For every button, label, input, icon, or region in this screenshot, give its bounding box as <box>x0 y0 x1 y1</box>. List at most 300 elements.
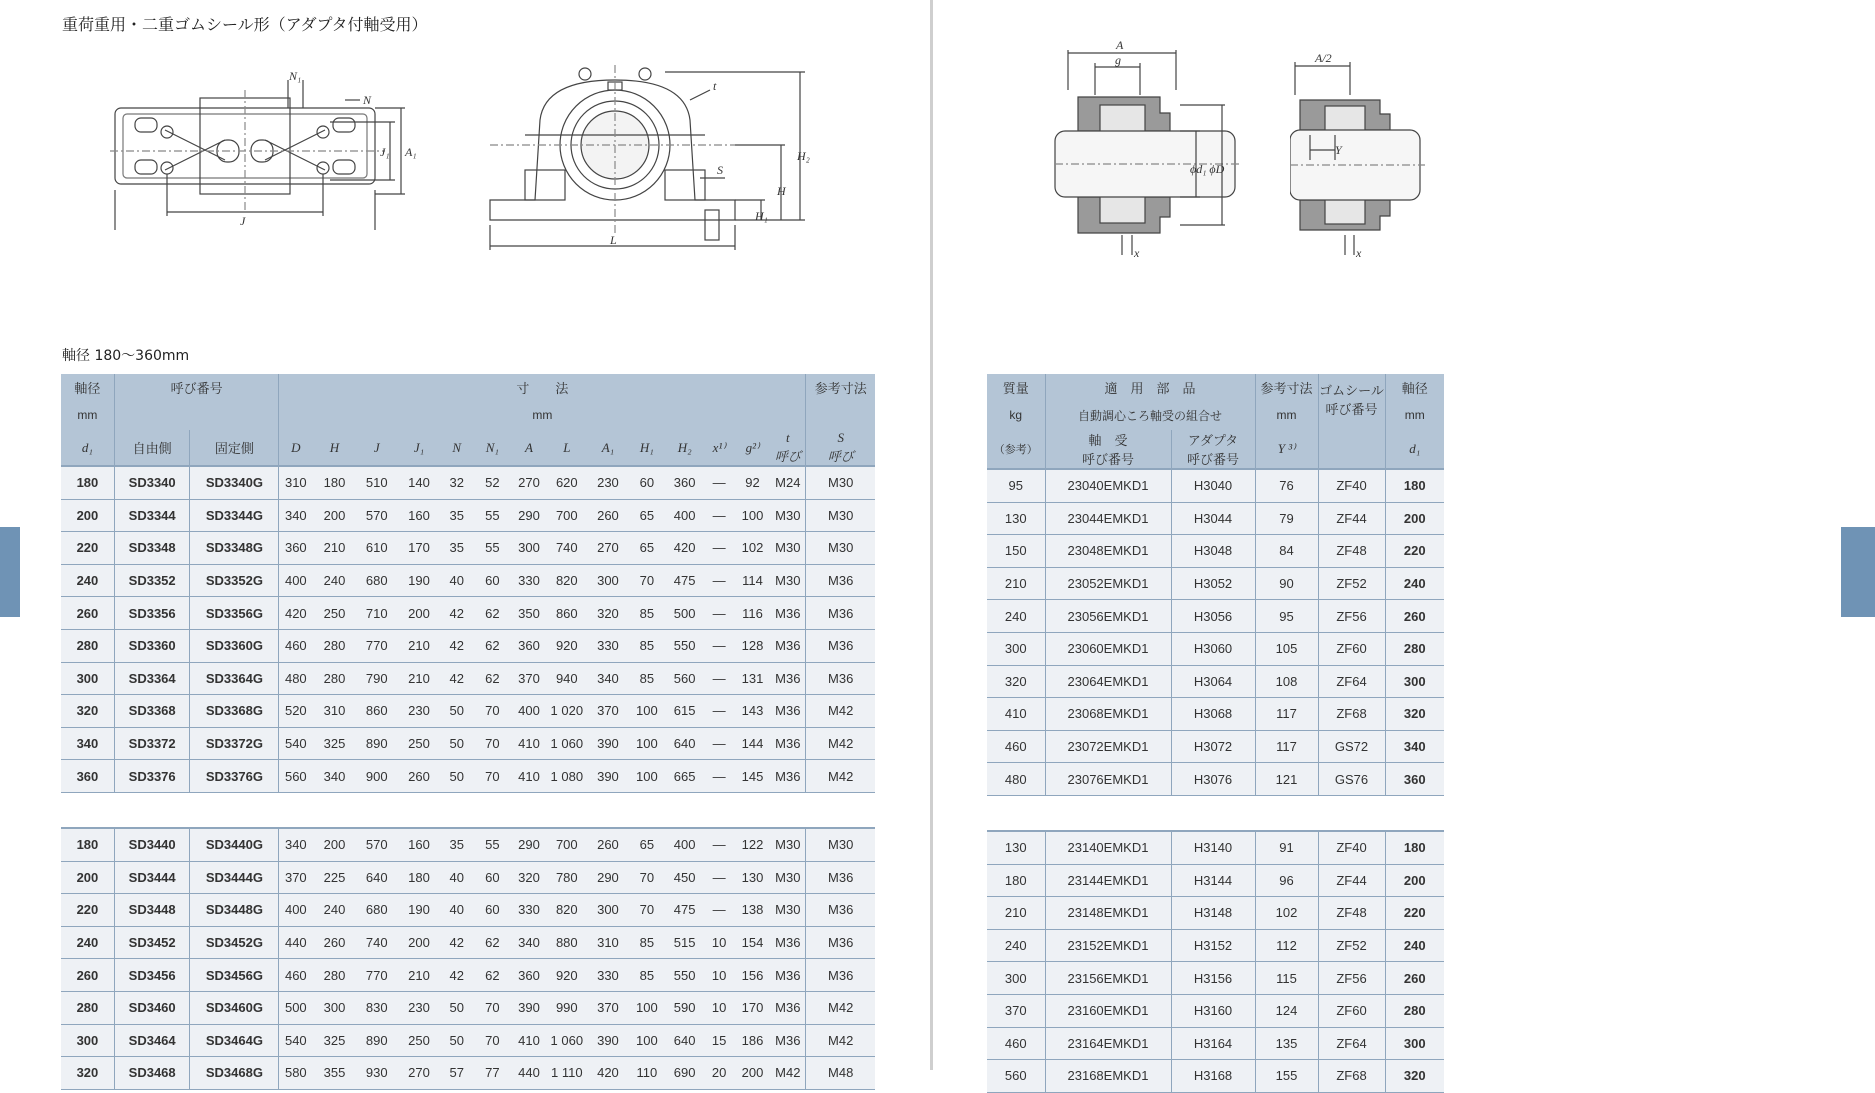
table-cell: 160 <box>397 828 441 861</box>
table-cell: 110 <box>628 1057 666 1090</box>
table-cell: 500 <box>279 991 312 1024</box>
col-free-side: 自由側 <box>114 430 190 466</box>
table-cell: 300 <box>61 1024 114 1057</box>
table-cell: 340 <box>61 727 114 760</box>
page-gutter <box>930 0 933 1070</box>
table-cell: SD3340G <box>190 466 279 499</box>
table-cell: 325 <box>312 1024 356 1057</box>
table-cell: 640 <box>357 861 397 894</box>
label-a-half: A/2 <box>1315 51 1332 65</box>
table-cell: 70 <box>472 760 512 793</box>
table-cell: 79 <box>1255 502 1318 535</box>
table-cell: H3048 <box>1171 535 1255 568</box>
table-cell: 340 <box>312 760 356 793</box>
table-cell: 520 <box>279 695 312 728</box>
table-cell: 220 <box>61 894 114 927</box>
table-cell: 121 <box>1255 763 1318 796</box>
table-cell: M30 <box>806 466 875 499</box>
table-cell: 340 <box>588 662 628 695</box>
table-cell: — <box>704 597 735 630</box>
table-cell: SD3460G <box>190 991 279 1024</box>
table-cell: 210 <box>397 629 441 662</box>
table-cell: 450 <box>666 861 704 894</box>
table-cell: H3060 <box>1171 632 1255 665</box>
table-cell: M42 <box>806 1024 875 1057</box>
table-cell: 360 <box>61 760 114 793</box>
table-cell: 138 <box>735 894 771 927</box>
table-cell: SD3376G <box>190 760 279 793</box>
table-cell: M36 <box>770 760 806 793</box>
table-cell: 220 <box>1385 897 1444 930</box>
table-cell: 10 <box>704 991 735 1024</box>
table-row <box>987 994 1444 1027</box>
table-cell: 280 <box>312 629 356 662</box>
table-cell: 180 <box>987 864 1045 897</box>
table-cell: 240 <box>1385 567 1444 600</box>
table-cell: 290 <box>588 861 628 894</box>
label-d1-d: ϕd₁ ϕD <box>1190 162 1225 176</box>
table-cell: M42 <box>806 991 875 1024</box>
table-cell: 130 <box>987 831 1045 864</box>
table-cell: 390 <box>588 727 628 760</box>
table-cell: 42 <box>441 926 472 959</box>
table-cell: 92 <box>735 466 771 499</box>
table-cell: SD3360 <box>114 629 190 662</box>
table-cell: M36 <box>806 629 875 662</box>
table-cell: 340 <box>1385 730 1444 763</box>
table-cell: 57 <box>441 1057 472 1090</box>
table-cell: M30 <box>770 499 806 532</box>
table-cell: 117 <box>1255 698 1318 731</box>
table-cell: 640 <box>666 1024 704 1057</box>
table-cell: 225 <box>312 861 356 894</box>
table-cell: 940 <box>546 662 588 695</box>
table-row <box>61 991 875 1024</box>
table-cell: 70 <box>472 695 512 728</box>
table-cell: 65 <box>628 499 666 532</box>
dimensions-table <box>61 374 875 1090</box>
table-cell: SD3464 <box>114 1024 190 1057</box>
table-cell: 210 <box>312 532 356 565</box>
table-cell: 550 <box>666 629 704 662</box>
table-row <box>61 959 875 992</box>
table-cell: 300 <box>61 662 114 695</box>
col-group-parts: 適 用 部 品 <box>1045 374 1255 400</box>
table-cell: 100 <box>628 760 666 793</box>
front-view-drawing <box>485 60 830 260</box>
table-cell: ZF48 <box>1318 535 1385 568</box>
table-cell: H3164 <box>1171 1027 1255 1060</box>
table-cell: 62 <box>472 662 512 695</box>
table-cell: 360 <box>1385 763 1444 796</box>
label-a1: A₁ <box>405 145 417 159</box>
bearing-combination: 自動調心ころ軸受の組合せ <box>1045 400 1255 430</box>
col-rubber-seal: ゴムシール 呼び番号 <box>1318 374 1385 430</box>
half-section-drawing <box>1290 50 1430 270</box>
col-A1: A₁ <box>588 430 628 466</box>
table-cell: 620 <box>546 466 588 499</box>
label-j: J <box>240 214 246 228</box>
table-cell: 350 <box>512 597 545 630</box>
table-cell: 70 <box>628 564 666 597</box>
table-cell: 105 <box>1255 632 1318 665</box>
table-cell: 320 <box>61 695 114 728</box>
table-cell: SD3440 <box>114 828 190 861</box>
table-cell: SD3372G <box>190 727 279 760</box>
table-cell: 370 <box>279 861 312 894</box>
table-cell: 230 <box>397 695 441 728</box>
table-cell: — <box>704 499 735 532</box>
table-cell: 560 <box>666 662 704 695</box>
table-cell: M30 <box>770 828 806 861</box>
table-cell: H3152 <box>1171 929 1255 962</box>
table-cell: 117 <box>1255 730 1318 763</box>
table-cell: M36 <box>770 597 806 630</box>
table-cell: 330 <box>512 894 545 927</box>
table-cell: 900 <box>357 760 397 793</box>
table-cell: 23064EMKD1 <box>1045 665 1171 698</box>
col-g: g²⁾ <box>735 430 771 466</box>
table-cell: 590 <box>666 991 704 1024</box>
table-cell: 40 <box>441 894 472 927</box>
table-cell: 23056EMKD1 <box>1045 600 1171 633</box>
table-cell: ZF56 <box>1318 600 1385 633</box>
col-adapter: アダプタ 呼び番号 <box>1171 430 1255 469</box>
table-cell: 144 <box>735 727 771 760</box>
table-cell: 108 <box>1255 665 1318 698</box>
table-cell: M36 <box>770 991 806 1024</box>
table-cell: 260 <box>588 828 628 861</box>
table-cell: 400 <box>666 828 704 861</box>
table-cell: M36 <box>806 926 875 959</box>
table-cell: 340 <box>279 499 312 532</box>
table-cell: SD3360G <box>190 629 279 662</box>
table-row <box>987 567 1444 600</box>
table-cell: 320 <box>987 665 1045 698</box>
top-view-drawing <box>105 70 455 240</box>
table-cell: 410 <box>512 1024 545 1057</box>
table-cell: H3144 <box>1171 864 1255 897</box>
table-cell: 85 <box>628 597 666 630</box>
label-s: S <box>717 163 723 177</box>
table-cell: 360 <box>512 629 545 662</box>
table-cell: 23060EMKD1 <box>1045 632 1171 665</box>
table-cell: 390 <box>588 1024 628 1057</box>
table-cell: 340 <box>512 926 545 959</box>
table-cell: M36 <box>806 959 875 992</box>
table-cell: 250 <box>397 727 441 760</box>
table-cell: 480 <box>279 662 312 695</box>
table-cell: 116 <box>735 597 771 630</box>
table-cell: 440 <box>512 1057 545 1090</box>
table-cell: 76 <box>1255 469 1318 502</box>
right-page-tab <box>1841 527 1875 617</box>
table-cell: 50 <box>441 760 472 793</box>
table-cell: 540 <box>279 727 312 760</box>
table-cell: SD3356 <box>114 597 190 630</box>
table-cell: M42 <box>806 760 875 793</box>
table-cell: 52 <box>472 466 512 499</box>
table-cell: 570 <box>357 499 397 532</box>
table-cell: 400 <box>279 894 312 927</box>
table-cell: 250 <box>312 597 356 630</box>
table-cell: 270 <box>512 466 545 499</box>
table-cell: 240 <box>61 926 114 959</box>
table-row <box>61 1057 875 1090</box>
table-cell: 740 <box>546 532 588 565</box>
table-cell: 240 <box>987 600 1045 633</box>
col-ref-dim: 参考寸法 <box>1255 374 1318 400</box>
table-cell: 60 <box>472 564 512 597</box>
table-cell: 400 <box>666 499 704 532</box>
table-cell: H3168 <box>1171 1060 1255 1093</box>
table-cell: 180 <box>1385 831 1444 864</box>
table-cell: 60 <box>472 861 512 894</box>
table-row <box>987 1027 1444 1060</box>
table-cell: M36 <box>770 662 806 695</box>
table-cell: 65 <box>628 828 666 861</box>
table-cell: 360 <box>279 532 312 565</box>
table-cell: M36 <box>770 926 806 959</box>
table-row <box>987 1060 1444 1093</box>
table-cell: 420 <box>279 597 312 630</box>
table-cell: 270 <box>588 532 628 565</box>
table-cell: H3160 <box>1171 994 1255 1027</box>
table-cell: 55 <box>472 828 512 861</box>
table-cell: 260 <box>312 926 356 959</box>
table-cell: 230 <box>397 991 441 1024</box>
table-cell: 23140EMKD1 <box>1045 831 1171 864</box>
table-cell: 355 <box>312 1057 356 1090</box>
table-cell: 100 <box>628 727 666 760</box>
table-cell: 210 <box>987 897 1045 930</box>
col-L: L <box>546 430 588 466</box>
table-cell: SD3376 <box>114 760 190 793</box>
table-cell: 300 <box>588 564 628 597</box>
table-cell: 77 <box>472 1057 512 1090</box>
table-cell: 680 <box>357 564 397 597</box>
table-cell: SD3444G <box>190 861 279 894</box>
table-cell: 70 <box>628 894 666 927</box>
table-cell: 40 <box>441 861 472 894</box>
table-cell: 145 <box>735 760 771 793</box>
table-cell: M36 <box>770 1024 806 1057</box>
table-cell: 70 <box>472 1024 512 1057</box>
table-cell: 23040EMKD1 <box>1045 469 1171 502</box>
table-row <box>987 632 1444 665</box>
table-cell: 23160EMKD1 <box>1045 994 1171 1027</box>
table-cell: 1 110 <box>546 1057 588 1090</box>
table-cell: 320 <box>1385 698 1444 731</box>
label-g: g <box>1115 53 1121 67</box>
table-cell: SD3468G <box>190 1057 279 1090</box>
table-cell: — <box>704 727 735 760</box>
table-cell: 300 <box>1385 665 1444 698</box>
table-cell: 50 <box>441 991 472 1024</box>
table-cell: 370 <box>588 695 628 728</box>
table-cell: 690 <box>666 1057 704 1090</box>
table-cell: 390 <box>588 760 628 793</box>
table-cell: 35 <box>441 532 472 565</box>
table-cell: 240 <box>61 564 114 597</box>
unit-mm-dims: mm <box>279 400 806 430</box>
col-x: x¹⁾ <box>704 430 735 466</box>
table-cell: 85 <box>628 926 666 959</box>
table-cell: 270 <box>397 1057 441 1090</box>
table-cell: 410 <box>987 698 1045 731</box>
table-row <box>61 695 875 728</box>
table-cell: SD3368 <box>114 695 190 728</box>
table-cell: 330 <box>588 959 628 992</box>
table-cell: 140 <box>397 466 441 499</box>
table-cell: 62 <box>472 597 512 630</box>
table-row <box>987 864 1444 897</box>
table-cell: 510 <box>357 466 397 499</box>
table-cell: H3148 <box>1171 897 1255 930</box>
table-cell: M30 <box>770 861 806 894</box>
table-cell: 260 <box>1385 962 1444 995</box>
table-cell: 170 <box>735 991 771 1024</box>
table-cell: 100 <box>735 499 771 532</box>
table-row <box>987 535 1444 568</box>
table-cell: ZF68 <box>1318 698 1385 731</box>
table-cell: 780 <box>546 861 588 894</box>
label-t: t <box>713 79 717 93</box>
table-cell: 570 <box>357 828 397 861</box>
table-cell: 42 <box>441 597 472 630</box>
table-cell: 85 <box>628 959 666 992</box>
table-cell: 70 <box>472 727 512 760</box>
table-cell: 550 <box>666 959 704 992</box>
table-cell: 400 <box>279 564 312 597</box>
table-cell: SD3444 <box>114 861 190 894</box>
table-cell: SD3344 <box>114 499 190 532</box>
table-row <box>987 665 1444 698</box>
table-cell: 135 <box>1255 1027 1318 1060</box>
table-cell: M36 <box>806 597 875 630</box>
table-cell: 880 <box>546 926 588 959</box>
col-d1-right: d₁ <box>1385 430 1444 469</box>
table-row <box>61 564 875 597</box>
table-cell: 15 <box>704 1024 735 1057</box>
table-cell: 260 <box>588 499 628 532</box>
table-cell: 370 <box>588 991 628 1024</box>
table-cell: 200 <box>312 499 356 532</box>
table-cell: 200 <box>61 861 114 894</box>
label-n: N <box>363 93 372 107</box>
col-group-dimensions: 寸 法 <box>279 374 806 400</box>
table-cell: GS72 <box>1318 730 1385 763</box>
table-cell: 680 <box>357 894 397 927</box>
table-cell: 770 <box>357 629 397 662</box>
table-cell: 280 <box>1385 632 1444 665</box>
table-cell: 23068EMKD1 <box>1045 698 1171 731</box>
table-gap <box>61 792 875 828</box>
table-cell: — <box>704 828 735 861</box>
table-cell: SD3340 <box>114 466 190 499</box>
table-cell: 300 <box>512 532 545 565</box>
table-cell: 300 <box>987 962 1045 995</box>
table-cell: 42 <box>441 959 472 992</box>
table-cell: 170 <box>397 532 441 565</box>
table-cell: M36 <box>770 959 806 992</box>
table-cell: 1 060 <box>546 1024 588 1057</box>
table-cell: 330 <box>512 564 545 597</box>
table-cell: M36 <box>806 861 875 894</box>
col-t: t 呼び <box>770 430 806 466</box>
table-cell: 95 <box>1255 600 1318 633</box>
table-cell: 460 <box>279 629 312 662</box>
table-cell: 700 <box>546 499 588 532</box>
table-cell: ZF40 <box>1318 469 1385 502</box>
table-cell: 23044EMKD1 <box>1045 502 1171 535</box>
table-cell: 84 <box>1255 535 1318 568</box>
table-cell: SD3452G <box>190 926 279 959</box>
table-cell: M30 <box>770 532 806 565</box>
table-cell: 240 <box>1385 929 1444 962</box>
table-cell: 210 <box>987 567 1045 600</box>
table-cell: SD3440G <box>190 828 279 861</box>
table-cell: 280 <box>61 991 114 1024</box>
table-cell: M30 <box>770 564 806 597</box>
table-cell: 820 <box>546 894 588 927</box>
table-cell: — <box>704 894 735 927</box>
col-A: A <box>512 430 545 466</box>
table-cell: 180 <box>61 828 114 861</box>
table-cell: 260 <box>61 597 114 630</box>
label-x: x <box>1134 246 1140 260</box>
label-x-half: x <box>1356 246 1362 260</box>
table-cell: 860 <box>546 597 588 630</box>
table-cell: H3156 <box>1171 962 1255 995</box>
table-cell: — <box>704 466 735 499</box>
col-N: N <box>441 430 472 466</box>
table-cell: SD3456 <box>114 959 190 992</box>
table-cell: 260 <box>1385 600 1444 633</box>
table-row <box>987 831 1444 864</box>
table-cell: 310 <box>312 695 356 728</box>
table-cell: 100 <box>628 1024 666 1057</box>
table-cell: 70 <box>472 991 512 1024</box>
col-J: J <box>357 430 397 466</box>
table-cell: 128 <box>735 629 771 662</box>
table-cell: 260 <box>61 959 114 992</box>
label-j1: J₁ <box>380 145 390 159</box>
table-cell: 124 <box>1255 994 1318 1027</box>
col-S: S 呼び <box>806 430 875 466</box>
col-H2: H₂ <box>666 430 704 466</box>
table-cell: M30 <box>806 499 875 532</box>
table-cell: 300 <box>588 894 628 927</box>
table-cell: 200 <box>735 1057 771 1090</box>
table-cell: SD3352 <box>114 564 190 597</box>
table-cell: 460 <box>987 730 1045 763</box>
table-cell: ZF64 <box>1318 1027 1385 1060</box>
table-cell: 50 <box>441 1024 472 1057</box>
table-cell: M36 <box>806 564 875 597</box>
table-cell: 130 <box>735 861 771 894</box>
table-cell: 180 <box>312 466 356 499</box>
table-cell: 460 <box>987 1027 1045 1060</box>
table-cell: ZF56 <box>1318 962 1385 995</box>
table-cell: 200 <box>61 499 114 532</box>
table-cell: SD3456G <box>190 959 279 992</box>
table-cell: H3076 <box>1171 763 1255 796</box>
table-cell: 420 <box>588 1057 628 1090</box>
table-cell: M42 <box>806 695 875 728</box>
table-cell: 240 <box>312 894 356 927</box>
col-bearing: 軸 受 呼び番号 <box>1045 430 1171 469</box>
